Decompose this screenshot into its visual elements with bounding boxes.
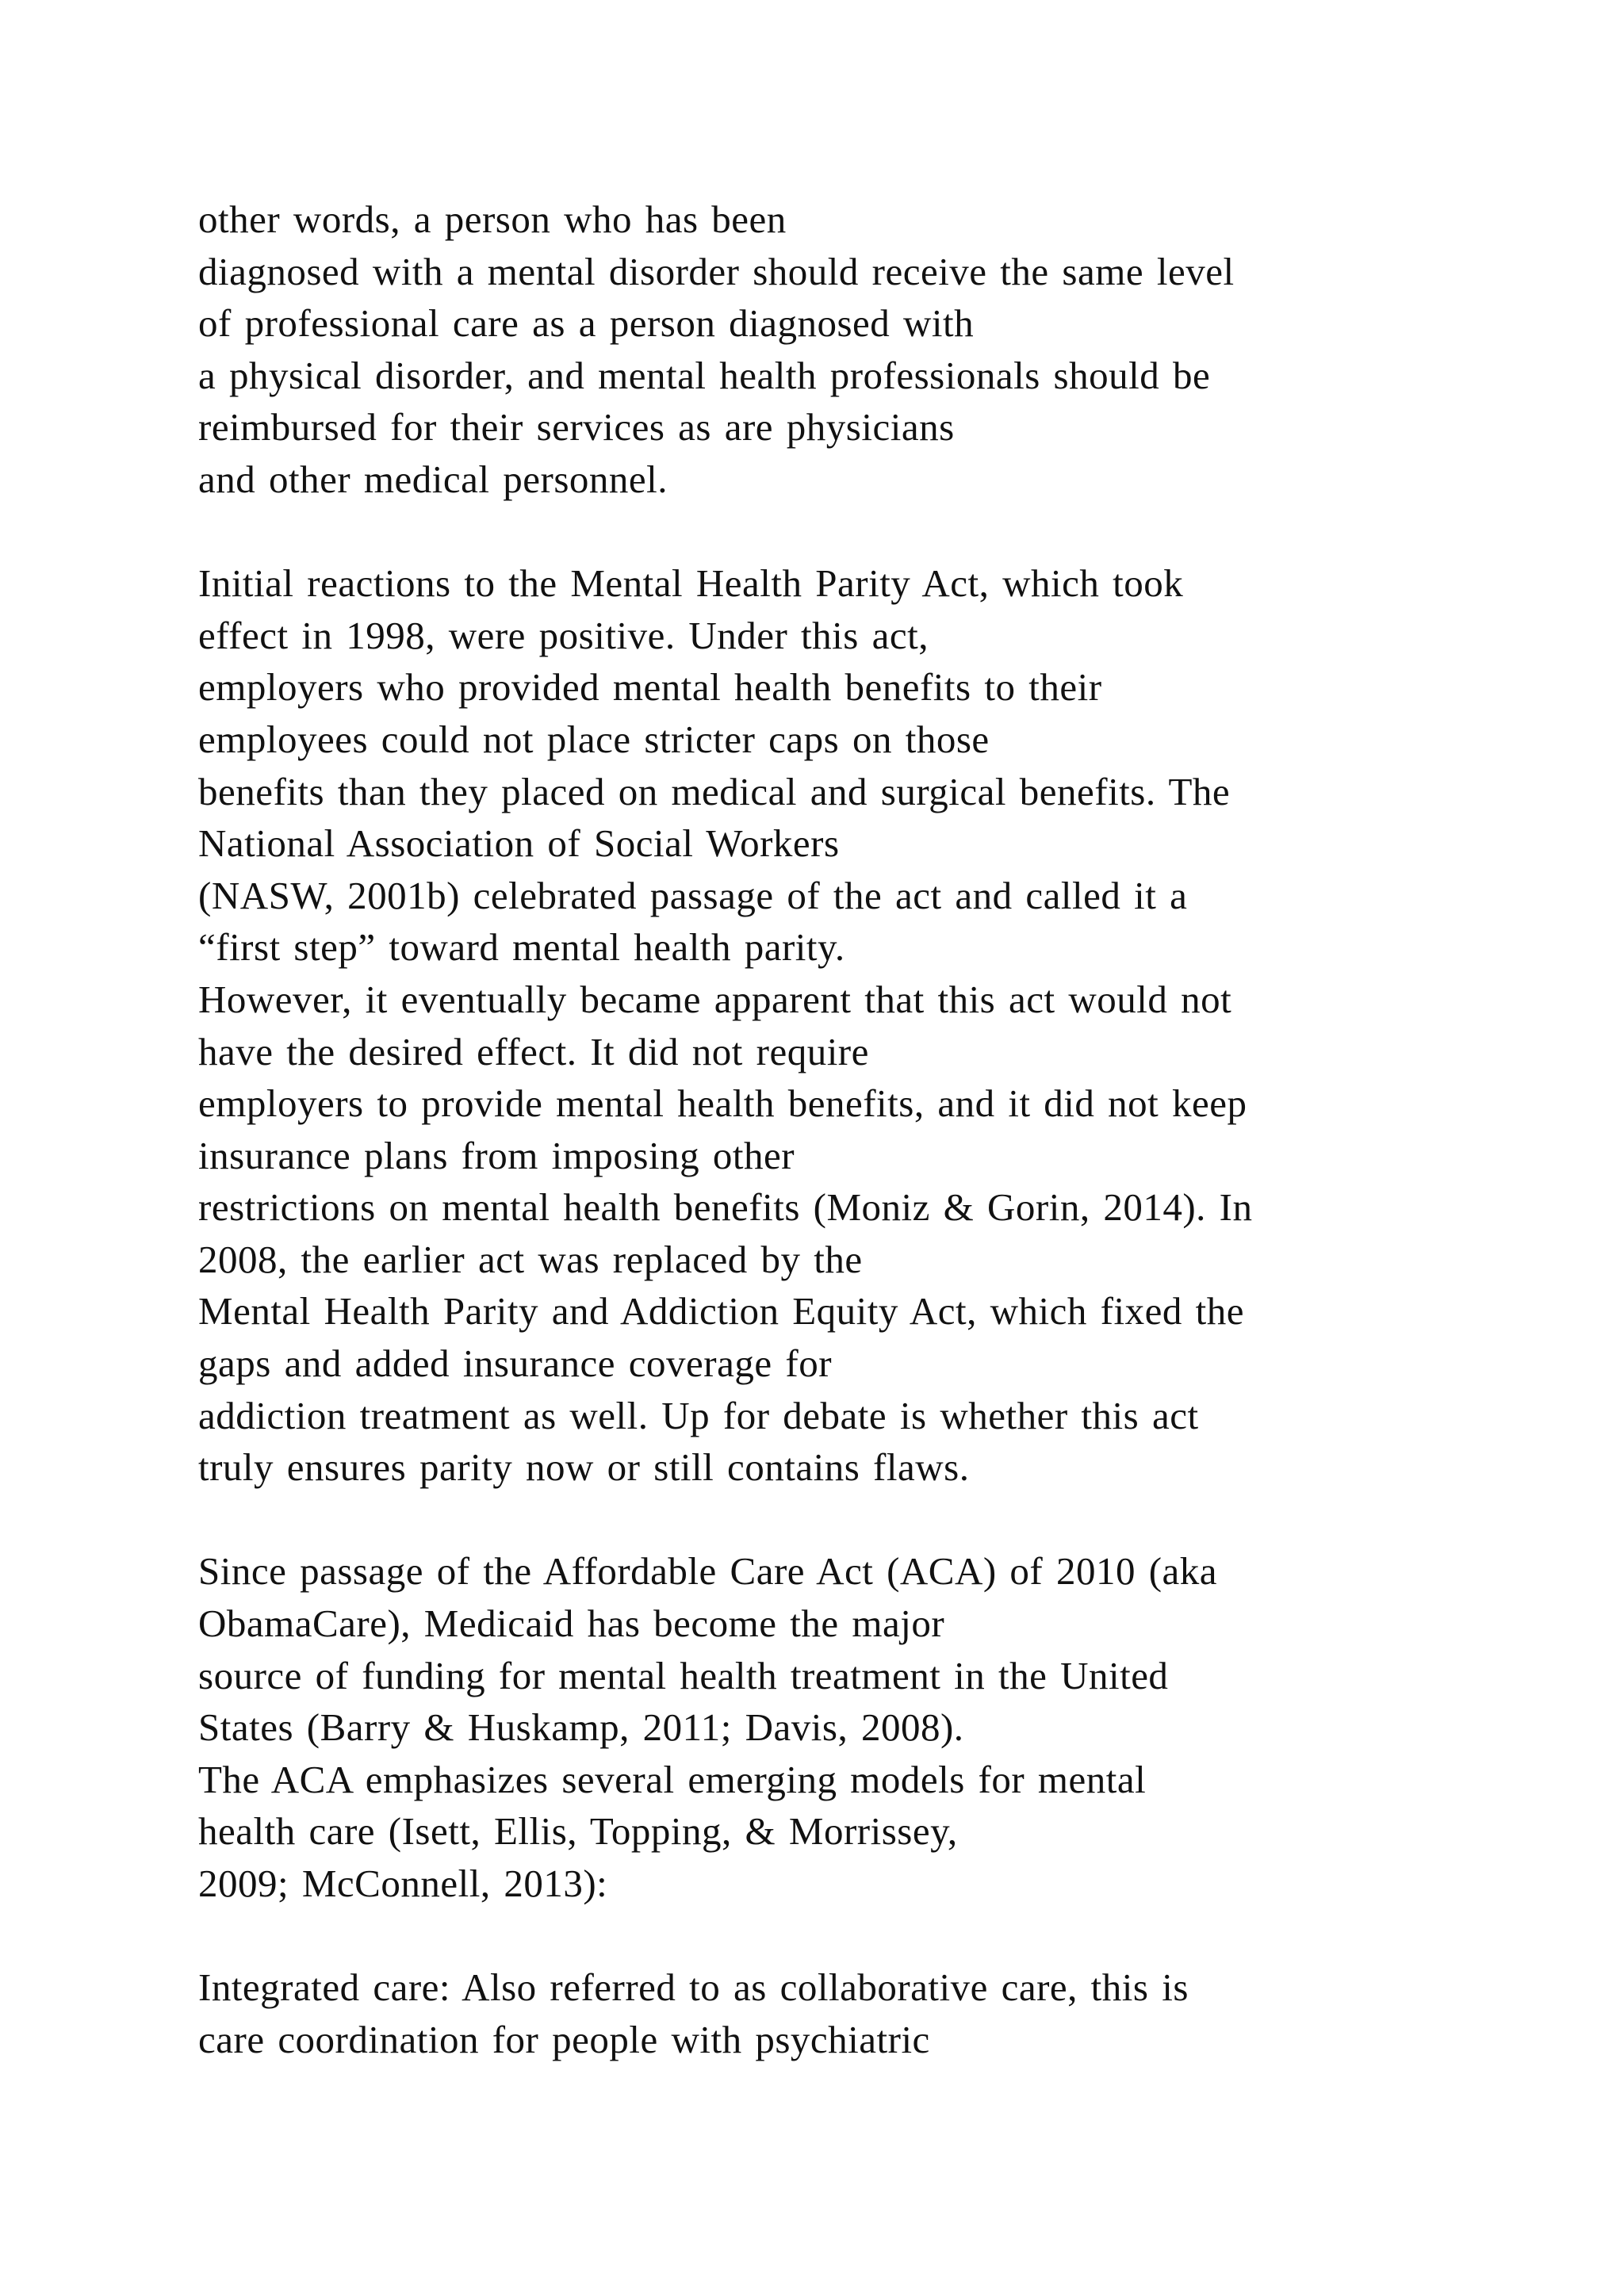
paragraph-gap (198, 1494, 1546, 1546)
text-line: employers who provided mental health benefits to their (198, 665, 1102, 710)
text-line: source of funding for mental health treatment in the United (198, 1653, 1169, 1697)
text-line: have the desired effect. It did not require (198, 1029, 869, 1073)
paragraph (198, 557, 1546, 1494)
text-line: other words, a person who has been (198, 197, 787, 241)
text-line: States (Barry & Huskamp, 2011; Davis, 2008). (198, 1705, 964, 1750)
text-line: employers to provide mental health benefits, and it did not keep (198, 1081, 1247, 1126)
text-line: reimbursed for their services as are physicians (198, 405, 955, 450)
text-line: effect in 1998, were positive. Under this act, (198, 613, 929, 657)
paragraph (198, 1545, 1546, 1909)
paragraph-gap (198, 1910, 1546, 1962)
paragraph-gap (198, 506, 1546, 558)
text-line: restrictions on mental health benefits (Moniz & Gorin, 2014). In (198, 1185, 1253, 1230)
text-line: The ACA emphasizes several emerging models for mental (198, 1757, 1147, 1801)
text-line: However, it eventually became apparent that this act would not (198, 977, 1232, 1021)
paragraph (198, 193, 1546, 506)
text-line: benefits than they placed on medical and surgical benefits. The (198, 769, 1231, 813)
text-line: Since passage of the Affordable Care Act (ACA) of 2010 (aka (198, 1549, 1218, 1594)
text-line: “first step” toward mental health parity. (198, 925, 845, 970)
text-line: of professional care as a person diagnosed with (198, 301, 975, 346)
text-line: (NASW, 2001b) celebrated passage of the act and called it a (198, 873, 1188, 917)
text-line: ObamaCare), Medicaid has become the major (198, 1601, 945, 1646)
paragraph (198, 1961, 1546, 2065)
text-line: care coordination for people with psychiatric (198, 2017, 930, 2061)
text-line: employees could not place stricter caps on those (198, 717, 990, 761)
text-line: National Association of Social Workers (198, 821, 840, 866)
text-line: Mental Health Parity and Addiction Equity Act, which fixed the (198, 1289, 1244, 1334)
text-line: 2009; McConnell, 2013): (198, 1862, 608, 1905)
text-line: and other medical personnel. (198, 457, 668, 501)
body-text (198, 193, 1546, 2065)
text-line: truly ensures parity now or still contains flaws. (198, 1445, 970, 1490)
text-line: Integrated care: Also referred to as collaborative care, this is (198, 1965, 1189, 2010)
text-line: 2008, the earlier act was replaced by the (198, 1237, 863, 1281)
text-line: diagnosed with a mental disorder should receive the same level (198, 249, 1235, 293)
text-line: Initial reactions to the Mental Health Parity Act, which took (198, 561, 1184, 606)
text-line: health care (Isett, Ellis, Topping, & Morrissey, (198, 1809, 958, 1854)
text-line: insurance plans from imposing other (198, 1133, 795, 1177)
text-line: addiction treatment as well. Up for debate is whether this act (198, 1393, 1199, 1437)
text-line: a physical disorder, and mental health professionals should be (198, 353, 1211, 397)
text-line: gaps and added insurance coverage for (198, 1341, 833, 1386)
